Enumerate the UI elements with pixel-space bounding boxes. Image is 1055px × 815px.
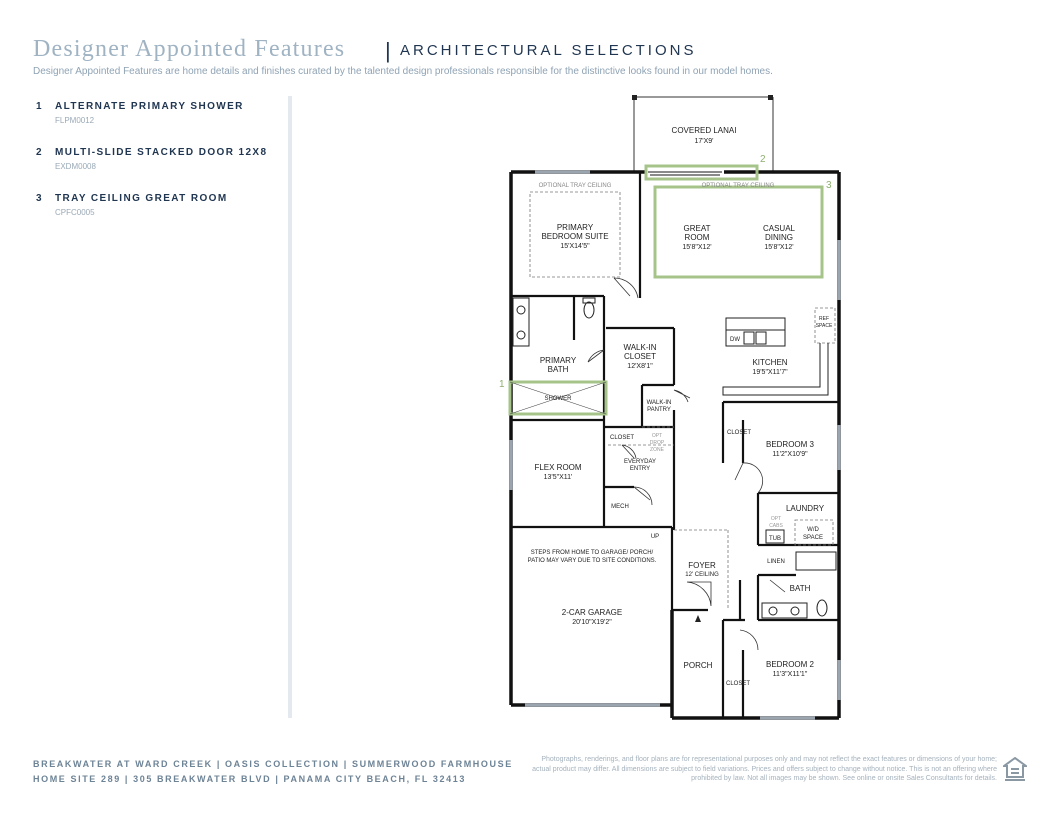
label-everyday-entry-1: EVERYDAY <box>623 459 657 465</box>
label-dw: DW <box>730 337 740 343</box>
entry-arrow-icon <box>695 615 701 622</box>
label-garage-note-1: STEPS FROM HOME TO GARAGE/ PORCH/ <box>530 550 654 556</box>
page-description: Designer Appointed Features are home details and finishes curated by the talented design professionals responsible for the distinctive looks found in our model homes. <box>33 66 773 77</box>
label-optional-tray-left: OPTIONAL TRAY CEILING <box>538 183 612 189</box>
label-kitchen-size: 19'5"X11'7" <box>752 369 788 376</box>
label-bedroom3-size: 11'2"X10'9" <box>772 451 808 458</box>
highlight-tray-ceiling <box>655 187 822 277</box>
lanai-post <box>632 95 637 100</box>
label-laundry: LAUNDRY <box>785 504 825 513</box>
label-walk-in-closet-size: 12'X8'1" <box>627 363 653 370</box>
label-primary-suite-size: 15'X14'5" <box>560 243 590 250</box>
label-walk-in-closet-1: WALK-IN <box>623 343 657 352</box>
label-closet-b3: CLOSET <box>726 430 752 436</box>
label-casual-dining-size: 15'8"X12' <box>764 244 794 251</box>
label-garage-size: 20'10"X19'2" <box>572 619 612 626</box>
footer-community: BREAKWATER AT WARD CREEK | OASIS COLLECTION | SUMMERWOOD FARMHOUSE <box>33 759 513 769</box>
marker-1: 1 <box>499 379 505 390</box>
label-linen: LINEN <box>767 559 785 565</box>
label-ref-space-1: REF <box>819 316 829 322</box>
label-bath: BATH <box>789 584 811 593</box>
page-title: Designer Appointed Features <box>33 36 346 62</box>
marker-3: 3 <box>826 180 832 191</box>
label-primary-suite-1: PRIMARY <box>556 223 594 232</box>
selection-number: 1 <box>36 101 42 112</box>
label-optional-tray-right: OPTIONAL TRAY CEILING <box>701 183 775 189</box>
equal-housing-opportunity-icon <box>1003 757 1027 783</box>
label-shower: SHOWER <box>544 396 572 402</box>
label-opt-drop-1: OPT <box>651 433 663 439</box>
label-up: UP <box>650 534 660 540</box>
label-casual-dining-1: CASUAL <box>762 224 796 233</box>
marker-2: 2 <box>760 154 766 165</box>
label-opt-drop-3: ZONE <box>650 447 664 453</box>
label-kitchen: KITCHEN <box>752 358 788 367</box>
label-garage: 2-CAR GARAGE <box>561 608 623 617</box>
label-mech: MECH <box>611 504 629 510</box>
page-subtitle: ARCHITECTURAL SELECTIONS <box>400 42 697 59</box>
label-primary-bath-1: PRIMARY <box>539 356 577 365</box>
label-opt-drop-2: DROP <box>649 440 665 446</box>
label-casual-dining-2: DINING <box>765 233 793 242</box>
selection-number: 3 <box>36 193 42 204</box>
label-foyer: FOYER <box>688 561 716 570</box>
door-swings <box>588 278 788 650</box>
label-ref-space-2: SPACE <box>815 323 833 329</box>
label-everyday-entry-2: ENTRY <box>629 466 651 472</box>
selection-name: TRAY CEILING GREAT ROOM <box>55 193 228 204</box>
selection-number: 2 <box>36 147 42 158</box>
footer-disclaimer: Photographs, renderings, and floor plans are for representational purposes only and may not reflect the exact features or dimensions of your home; actual product may differ. All dimensions are subject to field variations. Prices and offers subject to change without notice. This is not an offering where prohibited by law. Not all images may be shown. See online or onsite Sales Consultants for details. <box>532 756 997 782</box>
label-walk-in-closet-2: CLOSET <box>623 352 657 361</box>
label-closet-b2: CLOSET <box>725 681 751 687</box>
label-flex-room: FLEX ROOM <box>534 463 582 472</box>
label-lanai: COVERED LANAI <box>671 126 737 135</box>
label-walk-in-pantry-2: PANTRY <box>647 407 671 413</box>
label-great-room-size: 15'8"X12' <box>682 244 712 251</box>
label-wd-space-2: SPACE <box>803 535 823 541</box>
selection-code: EXDM0008 <box>55 162 96 171</box>
label-bedroom2: BEDROOM 2 <box>765 660 815 669</box>
label-wd-space-1: W/D <box>807 527 819 533</box>
selection-code: FLPM0012 <box>55 116 95 125</box>
selection-code: CPFC0005 <box>55 208 95 217</box>
label-garage-note-2: PATIO MAY VARY DUE TO SITE CONDITIONS. <box>527 558 657 564</box>
footer-address: HOME SITE 289 | 305 BREAKWATER BLVD | PANAMA CITY BEACH, FL 32413 <box>33 774 466 784</box>
label-tub: TUB <box>769 536 781 542</box>
label-bedroom3: BEDROOM 3 <box>765 440 815 449</box>
multi-slide-door <box>648 172 722 175</box>
label-foyer-note: 12' CEILING <box>685 572 719 578</box>
label-walk-in-pantry-1: WALK-IN <box>646 400 672 406</box>
selection-name: ALTERNATE PRIMARY SHOWER <box>55 101 244 112</box>
label-great-room-1: GREAT <box>683 224 711 233</box>
label-porch: PORCH <box>683 661 713 670</box>
label-great-room-2: ROOM <box>684 233 710 242</box>
label-opt-cabs-2: CABS <box>769 523 783 529</box>
label-opt-cabs-1: OPT <box>770 516 782 522</box>
label-flex-room-size: 13'5"X11' <box>543 474 573 481</box>
title-separator: | <box>385 38 391 63</box>
label-closet-entry: CLOSET <box>609 435 635 441</box>
selection-name: MULTI-SLIDE STACKED DOOR 12X8 <box>55 147 268 158</box>
label-bedroom2-size: 11'3"X11'1" <box>772 671 808 678</box>
label-primary-suite-2: BEDROOM SUITE <box>541 232 609 241</box>
label-lanai-size: 17'X9' <box>694 138 714 145</box>
label-primary-bath-2: BATH <box>547 365 569 374</box>
kitchen-island <box>723 318 828 395</box>
lanai-post <box>768 95 773 100</box>
